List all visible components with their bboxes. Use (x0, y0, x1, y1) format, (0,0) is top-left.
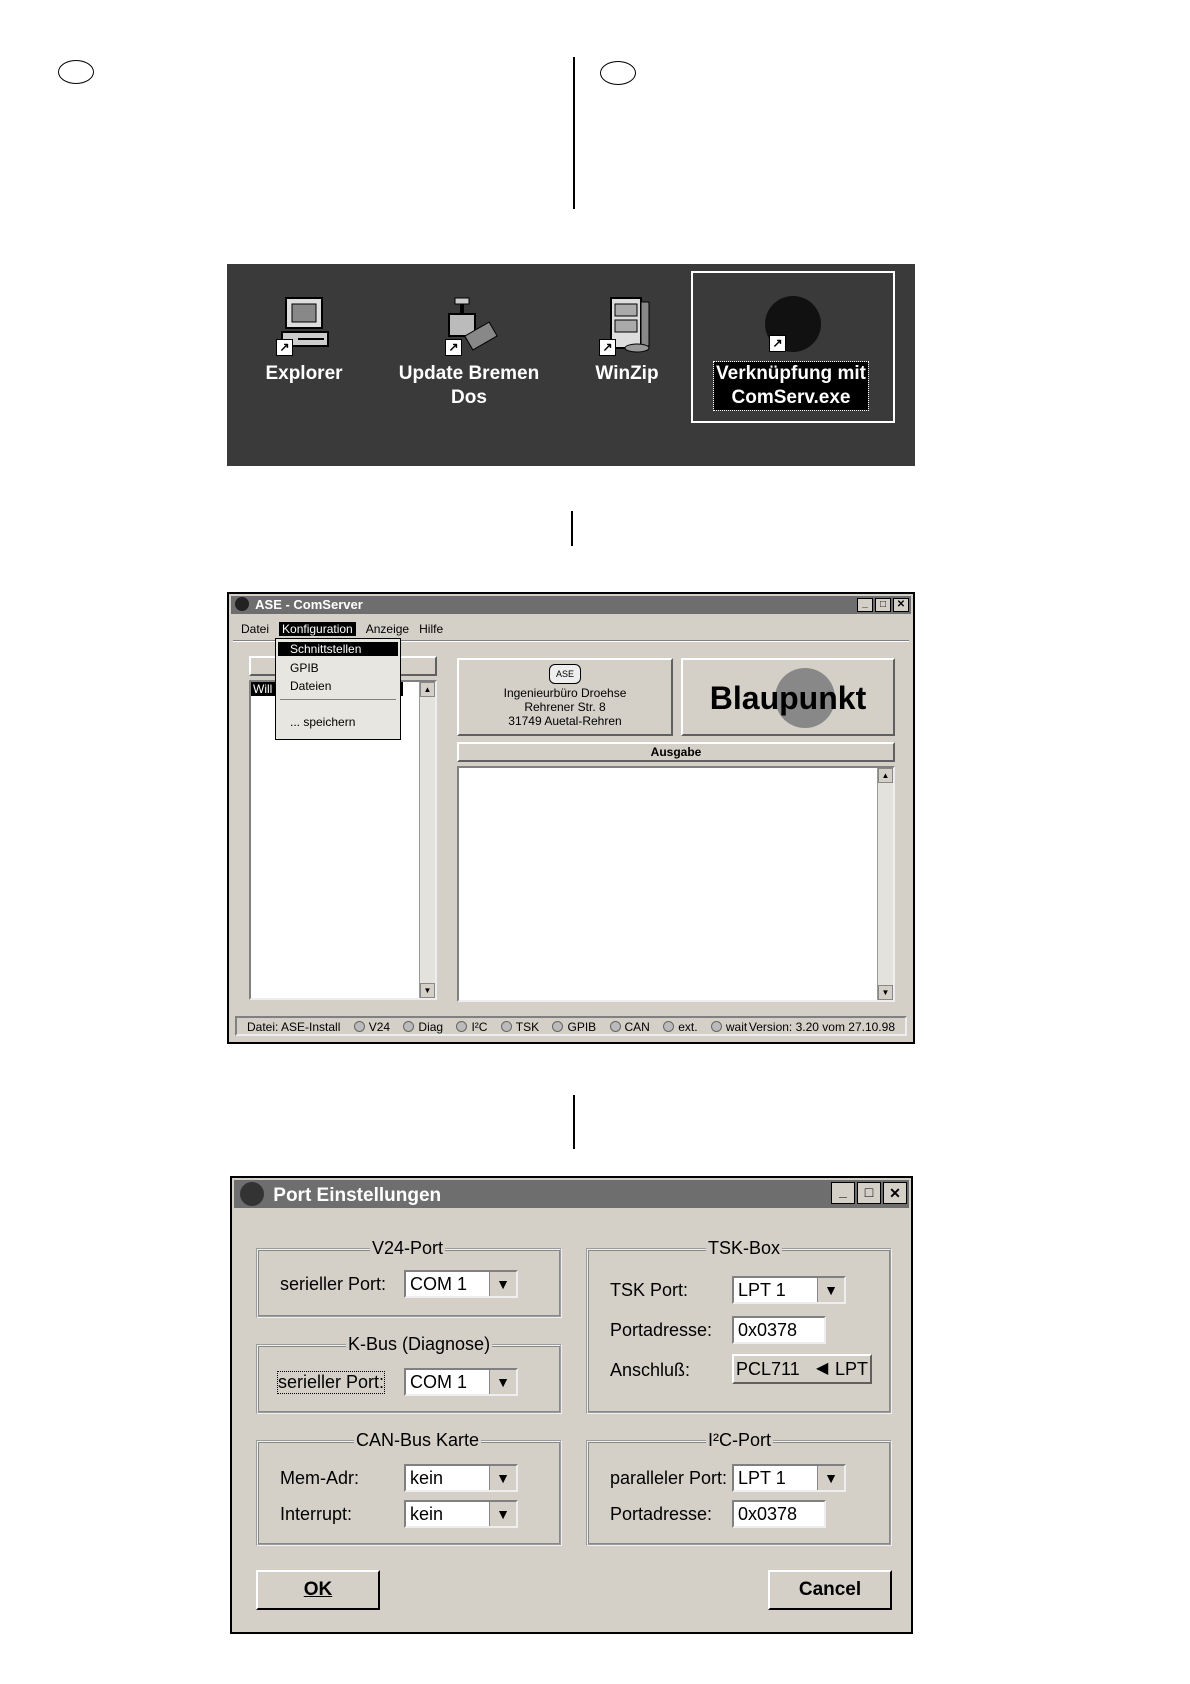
menu-item-speichern[interactable]: ... speichern (290, 715, 356, 729)
menu-item-dateien[interactable]: Dateien (290, 679, 332, 693)
chevron-down-icon[interactable]: ▼ (489, 1502, 516, 1526)
column-divider (573, 57, 575, 209)
language-marker-left (58, 60, 94, 84)
select-value: kein (410, 1504, 444, 1524)
menu-item-schnittstellen[interactable]: Schnittstellen (278, 642, 398, 656)
winzip-cabinet-icon (595, 294, 659, 358)
can-interrupt-label: Interrupt: (280, 1504, 353, 1524)
title-bar (234, 1180, 909, 1208)
comserv-icon (759, 294, 823, 358)
select-value: LPT 1 (738, 1468, 786, 1488)
maximize-button[interactable]: □ (875, 598, 891, 612)
speaker-icon: ◀ (816, 1360, 829, 1377)
indicator-led-icon (711, 1021, 722, 1032)
group-tsk-box (586, 1238, 892, 1414)
close-button[interactable]: ✕ (893, 598, 909, 612)
kbus-serial-label: serieller Port: (278, 1372, 385, 1392)
address-panel (457, 658, 673, 736)
status-file: Datei: ASE-Install (247, 1020, 341, 1034)
indicator-led-icon (456, 1021, 467, 1032)
address-line: 31749 Auetal-Rehren (508, 714, 622, 728)
desktop-icon-comserv[interactable] (701, 294, 881, 410)
indicator-led-icon (610, 1021, 621, 1032)
group-title: I²C-Port (708, 1430, 771, 1450)
i2c-address-label: Portadresse: (610, 1504, 713, 1524)
indicator-led-icon (552, 1021, 563, 1032)
output-scrollbar[interactable] (877, 768, 893, 1000)
tsk-connection-toggle[interactable] (732, 1354, 872, 1384)
app-icon (235, 597, 249, 611)
indicator-led-icon (663, 1021, 674, 1032)
port-settings-dialog (230, 1176, 913, 1634)
connection-value: PCL711 (736, 1359, 800, 1379)
menu-bar (241, 620, 453, 638)
desktop-icon-winzip[interactable] (577, 294, 677, 386)
indicator-wait: wait (725, 1020, 748, 1034)
ase-logo-icon: ASE (549, 664, 581, 684)
indicator-gpib: GPIB (567, 1020, 597, 1034)
kbus-serial-port-select[interactable] (404, 1368, 518, 1396)
scroll-down-icon[interactable]: ▼ (420, 983, 435, 998)
i2c-port-select[interactable] (732, 1464, 846, 1492)
cancel-button[interactable]: Cancel (768, 1570, 892, 1610)
list-scrollbar[interactable] (419, 682, 435, 998)
status-bar (235, 1016, 907, 1036)
desktop-icon-update-bremen[interactable] (389, 294, 549, 410)
minimize-button[interactable]: _ (857, 598, 873, 612)
chevron-down-icon[interactable]: ▼ (817, 1278, 844, 1302)
indicator-led-icon (501, 1021, 512, 1032)
shortcut-arrow-icon: ↗ (276, 339, 293, 356)
ok-button[interactable]: OK (256, 1570, 380, 1610)
indicator-led-icon (403, 1021, 414, 1032)
setup-icon (437, 294, 501, 358)
indicator-i2c: I²C (471, 1020, 488, 1034)
desktop-icon-explorer[interactable] (249, 294, 359, 386)
scroll-down-icon[interactable]: ▼ (878, 985, 893, 1000)
tsk-address-label: Portadresse: (610, 1320, 713, 1340)
group-i2c-port (586, 1430, 892, 1546)
tsk-address-input[interactable]: 0x0378 (732, 1316, 826, 1344)
chevron-down-icon[interactable]: ▼ (817, 1466, 844, 1490)
v24-serial-port-select[interactable] (404, 1270, 518, 1298)
indicator-led-icon (354, 1021, 365, 1032)
app-icon (240, 1182, 264, 1206)
group-v24-port (256, 1238, 562, 1318)
i2c-address-input[interactable]: 0x0378 (732, 1500, 826, 1528)
title-bar (231, 596, 911, 614)
indicator-can: CAN (624, 1020, 650, 1034)
group-title: TSK-Box (708, 1238, 781, 1258)
chevron-down-icon[interactable]: ▼ (489, 1272, 516, 1296)
select-value: COM 1 (410, 1372, 468, 1392)
konfiguration-dropdown (275, 638, 401, 740)
scroll-up-icon[interactable]: ▲ (878, 768, 893, 783)
comserver-window (227, 592, 915, 1044)
close-button[interactable]: ✕ (883, 1182, 907, 1204)
list-item[interactable]: Will (251, 682, 403, 696)
output-panel[interactable] (457, 766, 895, 1002)
address-line: Ingenieurbüro Droehse (503, 686, 627, 700)
select-value: COM 1 (410, 1274, 468, 1294)
indicator-v24: V24 (368, 1020, 391, 1034)
group-can-bus (256, 1430, 562, 1546)
can-interrupt-select[interactable] (404, 1500, 518, 1528)
i2c-port-label: paralleler Port: (610, 1468, 728, 1488)
desktop-icon-label: WinZip (595, 363, 659, 384)
output-header: Ausgabe (457, 742, 895, 762)
scroll-up-icon[interactable]: ▲ (420, 682, 435, 697)
shortcut-arrow-icon: ↗ (769, 335, 786, 352)
desktop-icon-label: Update Bremen Dos (398, 363, 540, 408)
tsk-connection-label: Anschluß: (610, 1360, 691, 1380)
computer-icon (272, 294, 336, 358)
select-value: kein (410, 1468, 444, 1488)
dropdown-separator (280, 699, 396, 700)
tsk-port-select[interactable] (732, 1276, 846, 1304)
desktop-panel (227, 264, 915, 466)
chevron-down-icon[interactable]: ▼ (489, 1466, 516, 1490)
connection-lpt: LPT (834, 1359, 868, 1379)
menu-hilfe[interactable]: Hilfe (419, 622, 444, 636)
status-version: Version: 3.20 vom 27.10.98 (748, 1020, 895, 1034)
window-title: ASE - ComServer (255, 597, 363, 612)
desktop-icon-label: Verknüpfung mit ComServ.exe (716, 363, 866, 408)
menu-datei[interactable]: Datei (241, 622, 270, 636)
brand-name: Blaupunkt (709, 680, 867, 716)
group-kbus (256, 1334, 562, 1414)
menu-konfiguration[interactable]: Konfiguration (279, 622, 356, 636)
v24-serial-label: serieller Port: (280, 1274, 387, 1294)
desktop-icon-label: Explorer (265, 363, 343, 384)
group-title: K-Bus (Diagnose) (348, 1334, 491, 1354)
dialog-title: Port Einstellungen (273, 1185, 442, 1206)
maximize-button[interactable]: □ (857, 1182, 881, 1204)
brand-panel (681, 658, 895, 736)
minimize-button[interactable]: _ (831, 1182, 855, 1204)
can-mem-select[interactable] (404, 1464, 518, 1492)
indicator-ext: ext. (678, 1020, 698, 1034)
menu-anzeige[interactable]: Anzeige (365, 622, 410, 636)
group-title: V24-Port (372, 1238, 444, 1258)
connector-line-2 (573, 1095, 575, 1149)
shortcut-arrow-icon: ↗ (599, 339, 616, 356)
tsk-port-label: TSK Port: (610, 1280, 689, 1300)
shortcut-arrow-icon: ↗ (445, 339, 462, 356)
can-mem-label: Mem-Adr: (280, 1468, 360, 1488)
address-line: Rehrener Str. 8 (524, 700, 606, 714)
menu-item-gpib[interactable]: GPIB (290, 661, 319, 675)
indicator-diag: Diag (418, 1020, 444, 1034)
connector-line-1 (571, 511, 573, 546)
indicator-tsk: TSK (515, 1020, 540, 1034)
chevron-down-icon[interactable]: ▼ (489, 1370, 516, 1394)
language-marker-right (600, 61, 636, 85)
group-title: CAN-Bus Karte (356, 1430, 480, 1450)
select-value: LPT 1 (738, 1280, 786, 1300)
